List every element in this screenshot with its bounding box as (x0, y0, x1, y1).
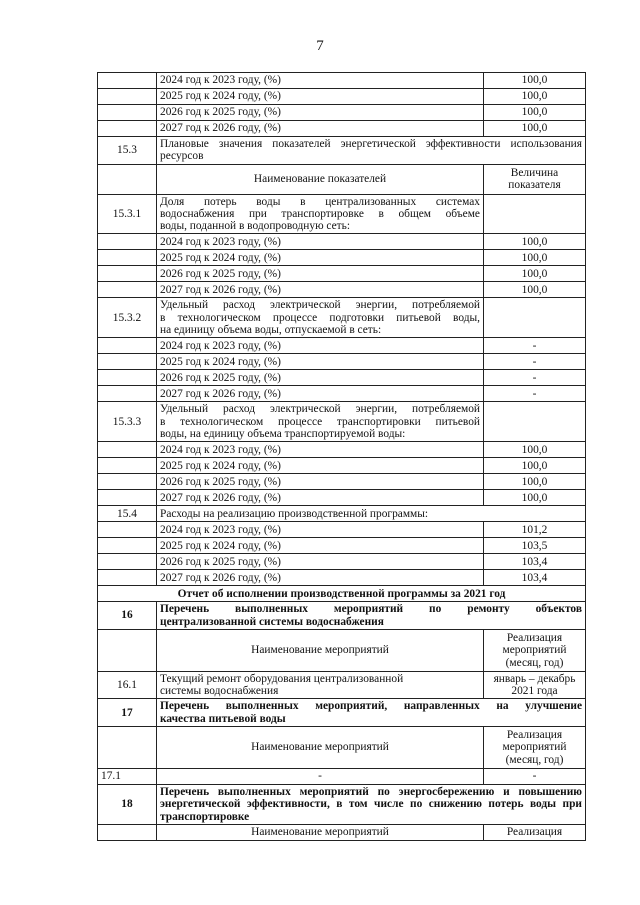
report-heading-row (98, 586, 586, 602)
table-row (98, 354, 586, 370)
table-row (98, 474, 586, 490)
section-number: 17 (98, 699, 157, 727)
table-row (98, 554, 586, 570)
num-cell (98, 354, 157, 370)
table-row (98, 458, 586, 474)
section-description (157, 402, 484, 442)
text-line: в технологическом процессе подготовки питьевой воды, (160, 311, 480, 324)
row-label: 2027 год к 2026 году, (%) (157, 121, 484, 137)
row-label: 2026 год к 2025 году, (%) (157, 266, 484, 282)
section-row (98, 137, 586, 165)
table-row (98, 73, 586, 89)
row-value: - (484, 338, 586, 354)
row-value: 100,0 (484, 442, 586, 458)
num-cell (98, 370, 157, 386)
header-name: Наименование показателей (157, 164, 484, 194)
section-row (98, 699, 586, 727)
row-label: 2025 год к 2024 году, (%) (157, 250, 484, 266)
program-table (97, 72, 586, 841)
text-line: Доля потерь воды в централизованных системах (160, 195, 480, 208)
row-label: - (157, 769, 484, 785)
section-number: 15.3.2 (98, 298, 157, 338)
page-number: 7 (316, 38, 324, 54)
num-cell (98, 338, 157, 354)
header-value: Величина показателя (484, 164, 586, 194)
table-row (98, 121, 586, 137)
section-row (98, 785, 586, 825)
text-line: Удельный расход электрической энергии, потребляемой (160, 403, 480, 416)
header-value: Реализация (484, 824, 586, 840)
row-value: 100,0 (484, 458, 586, 474)
text-line: Текущий ремонт оборудования централизованной (160, 672, 404, 685)
row-value: 100,0 (484, 266, 586, 282)
row-label: 2025 год к 2024 году, (%) (157, 538, 484, 554)
row-value: 103,4 (484, 570, 586, 586)
text-line: системы водоснабжения (160, 685, 279, 698)
section-number: 18 (98, 785, 157, 825)
table-row (98, 89, 586, 105)
section-row (98, 402, 586, 442)
section-title: Расходы на реализацию производственной программы: (157, 506, 586, 522)
section-number: 15.3.1 (98, 194, 157, 234)
row-label: 2024 год к 2023 году, (%) (157, 73, 484, 89)
text-line: водоснабжения при транспортировке в общем объеме (160, 207, 480, 220)
num-cell (98, 458, 157, 474)
table-row (98, 769, 586, 785)
header-row (98, 727, 586, 769)
num-cell (98, 442, 157, 458)
num-cell (98, 570, 157, 586)
num-cell (98, 250, 157, 266)
section-title (157, 602, 586, 630)
header-value: Реализация мероприятий (месяц, год) (484, 727, 586, 769)
text-line: ресурсов (160, 150, 204, 163)
table-row (98, 370, 586, 386)
value-cell (484, 402, 586, 442)
row-value: январь – декабрь 2021 года (484, 671, 586, 699)
table-row (98, 234, 586, 250)
row-label (157, 671, 484, 699)
num-cell (98, 554, 157, 570)
row-value: 101,2 (484, 522, 586, 538)
table-row (98, 538, 586, 554)
row-label: 2025 год к 2024 году, (%) (157, 89, 484, 105)
text-line: Перечень выполненных мероприятий по энергосбережению и повышению (160, 786, 582, 799)
text-line: Перечень выполненных мероприятий, направленных на улучшение (160, 700, 582, 713)
num-cell (98, 105, 157, 121)
table-row (98, 338, 586, 354)
text-line: Перечень выполненных мероприятий по ремонту объектов (160, 603, 582, 616)
section-title (157, 785, 586, 825)
text-line: Удельный расход электрической энергии, потребляемой (160, 299, 480, 312)
row-value: 103,4 (484, 554, 586, 570)
text-line: на единицу объема воды, отпускаемой в сеть: (160, 324, 382, 337)
row-value: 100,0 (484, 121, 586, 137)
row-label: 2027 год к 2026 году, (%) (157, 282, 484, 298)
num-cell (98, 629, 157, 671)
section-number: 17.1 (98, 769, 157, 785)
num-cell (98, 490, 157, 506)
row-label: 2024 год к 2023 году, (%) (157, 234, 484, 250)
section-row (98, 602, 586, 630)
section-number: 15.3 (98, 137, 157, 165)
text-line: централизованной системы водоснабжения (160, 615, 384, 628)
section-number: 15.3.3 (98, 402, 157, 442)
row-value: 100,0 (484, 105, 586, 121)
header-row (98, 629, 586, 671)
row-label: 2026 год к 2025 году, (%) (157, 105, 484, 121)
row-label: 2027 год к 2026 году, (%) (157, 570, 484, 586)
header-name: Наименование мероприятий (157, 629, 484, 671)
section-title (157, 137, 586, 165)
text-line: в технологическом процессе транспортировки питьевой (160, 415, 480, 428)
row-value: 100,0 (484, 474, 586, 490)
num-cell (98, 73, 157, 89)
num-cell (98, 386, 157, 402)
header-row (98, 824, 586, 840)
row-value: 100,0 (484, 73, 586, 89)
num-cell (98, 538, 157, 554)
report-heading: Отчет об исполнении производственной программы за 2021 год (98, 586, 586, 602)
header-name: Наименование мероприятий (157, 727, 484, 769)
text-line: воды, на единицу объема транспортируемой воды: (160, 427, 406, 440)
num-cell (98, 234, 157, 250)
text-line: Плановые значения показателей энергетической эффективности использования (160, 138, 582, 150)
row-label: 2024 год к 2023 году, (%) (157, 442, 484, 458)
table-row (98, 490, 586, 506)
row-value: - (484, 370, 586, 386)
section-description (157, 298, 484, 338)
row-value: 100,0 (484, 89, 586, 105)
section-number: 16 (98, 602, 157, 630)
row-label: 2027 год к 2026 году, (%) (157, 490, 484, 506)
text-line: качества питьевой воды (160, 712, 286, 725)
table-row (98, 570, 586, 586)
row-value: 100,0 (484, 234, 586, 250)
value-cell (484, 298, 586, 338)
table-row (98, 105, 586, 121)
section-title (157, 699, 586, 727)
row-value: 100,0 (484, 250, 586, 266)
text-line: транспортировке (160, 810, 250, 823)
num-cell (98, 824, 157, 840)
header-row (98, 164, 586, 194)
table-row (98, 522, 586, 538)
section-number: 15.4 (98, 506, 157, 522)
value-cell (484, 194, 586, 234)
row-label: 2026 год к 2025 году, (%) (157, 370, 484, 386)
num-cell (98, 121, 157, 137)
row-label: 2025 год к 2024 году, (%) (157, 458, 484, 474)
section-row (98, 298, 586, 338)
row-value: 100,0 (484, 490, 586, 506)
header-value: Реализация мероприятий (месяц, год) (484, 629, 586, 671)
section-number: 16.1 (98, 671, 157, 699)
header-name: Наименование мероприятий (157, 824, 484, 840)
table-row (98, 266, 586, 282)
text-line: воды, поданной в водопроводную сеть: (160, 220, 351, 233)
table-row (98, 282, 586, 298)
row-value: - (484, 386, 586, 402)
section-row (98, 194, 586, 234)
table-row (98, 386, 586, 402)
num-cell (98, 164, 157, 194)
row-value: 100,0 (484, 282, 586, 298)
row-label: 2024 год к 2023 году, (%) (157, 522, 484, 538)
row-value: - (484, 769, 586, 785)
num-cell (98, 522, 157, 538)
table-row (98, 250, 586, 266)
row-label: 2026 год к 2025 году, (%) (157, 474, 484, 490)
num-cell (98, 282, 157, 298)
row-label: 2025 год к 2024 году, (%) (157, 354, 484, 370)
table-row (98, 671, 586, 699)
section-description (157, 194, 484, 234)
row-label: 2027 год к 2026 году, (%) (157, 386, 484, 402)
num-cell (98, 727, 157, 769)
text-line: энергетической эффективности, в том числе по снижению потерь воды при (160, 798, 582, 811)
num-cell (98, 89, 157, 105)
row-value: - (484, 354, 586, 370)
section-row (98, 506, 586, 522)
num-cell (98, 474, 157, 490)
row-value: 103,5 (484, 538, 586, 554)
row-label: 2026 год к 2025 году, (%) (157, 554, 484, 570)
num-cell (98, 266, 157, 282)
table-row (98, 442, 586, 458)
row-label: 2024 год к 2023 году, (%) (157, 338, 484, 354)
